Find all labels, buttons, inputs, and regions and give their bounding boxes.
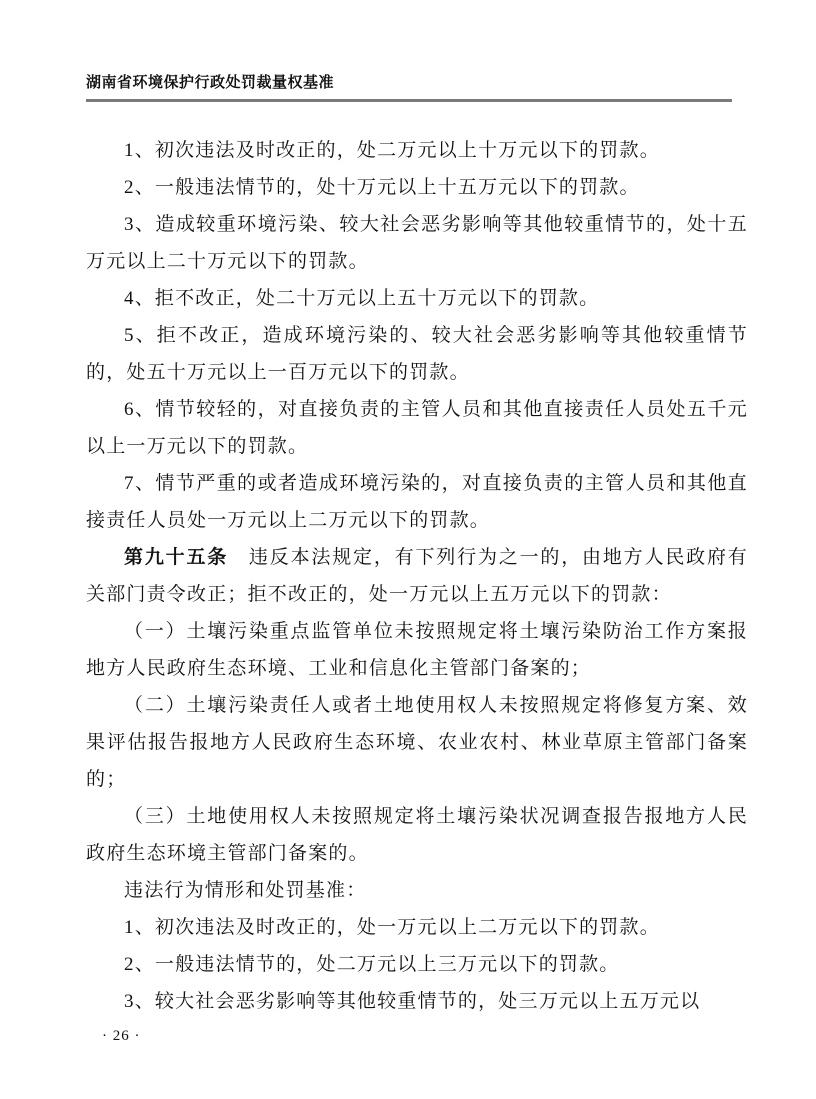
page-footer [102, 1026, 141, 1046]
article-paragraph: 第九十五条 违反本法规定，有下列行为之一的，由地方人民政府有关部门责令改正；拒不改正的，处一万元以上五万元以下的罚款： [86, 547, 748, 605]
paragraph: 2、一般违法情节的，处二万元以上三万元以下的罚款。 [124, 954, 620, 975]
page-number: · 26 · [102, 1028, 141, 1044]
page-header [86, 74, 732, 102]
paragraph: （一）土壤污染重点监管单位未按照规定将土壤污染防治工作方案报地方人民政府生态环境、工业和信息化主管部门备案的； [86, 621, 748, 679]
paragraph: 4、拒不改正，处二十万元以上五十万元以下的罚款。 [124, 288, 600, 309]
paragraph: 7、情节严重的或者造成环境污染的，对直接负责的主管人员和其他直接责任人员处一万元以上二万元以下的罚款。 [86, 473, 748, 531]
paragraph: 3、较大社会恶劣影响等其他较重情节的，处三万元以上五万元以 [124, 991, 701, 1012]
paragraph: 违法行为情形和处罚基准： [124, 880, 367, 901]
paragraph: 1、初次违法及时改正的，处一万元以上二万元以下的罚款。 [124, 917, 660, 938]
paragraph: 6、情节较轻的，对直接负责的主管人员和其他直接责任人员处五千元以上一万元以下的罚款。 [86, 399, 748, 457]
paragraph: （二）土壤污染责任人或者土地使用权人未按照规定将修复方案、效果评估报告报地方人民政府生态环境、农业农村、林业草原主管部门备案的； [86, 695, 748, 790]
paragraph: 5、拒不改正，造成环境污染的、较大社会恶劣影响等其他较重情节的，处五十万元以上一百万元以下的罚款。 [86, 325, 748, 383]
paragraph: 2、一般违法情节的，处十万元以上十五万元以下的罚款。 [124, 177, 640, 198]
header-title: 湖南省环境保护行政处罚裁量权基准 [86, 74, 335, 91]
paragraph: 3、造成较重环境污染、较大社会恶劣影响等其他较重情节的，处十五万元以上二十万元以下的罚款。 [86, 214, 748, 272]
paragraph: 1、初次违法及时改正的，处二万元以上十万元以下的罚款。 [124, 140, 660, 161]
article-number: 第九十五条 [124, 547, 229, 568]
paragraph: （三）土地使用权人未按照规定将土壤污染状况调查报告报地方人民政府生态环境主管部门备案的。 [86, 806, 748, 864]
document-body [86, 132, 748, 1020]
